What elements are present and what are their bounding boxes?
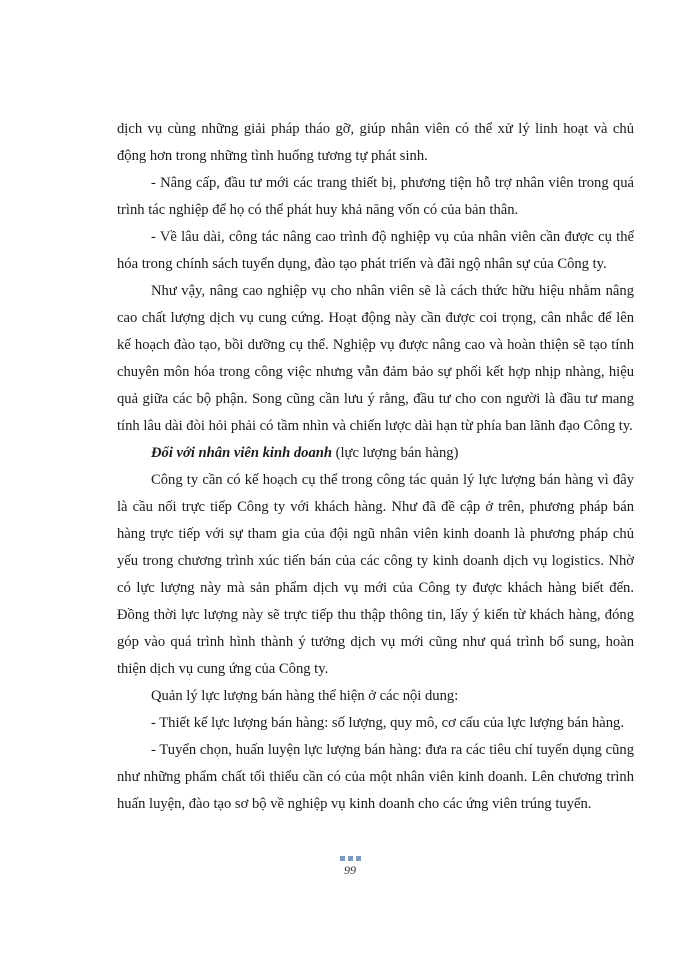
footer-dot [348, 856, 353, 861]
footer-dot [356, 856, 361, 861]
paragraph-management-intro: Quản lý lực lượng bán hàng thể hiện ở các nội dung: [151, 688, 459, 704]
paragraph-upgrade-equipment: - Nâng cấp, đầu tư mới các trang thiết bị, phương tiện hỗ trợ nhân viên trong quá trình tác nghiệp để họ có thể phát huy khả năng vốn có của bản thân. [117, 175, 634, 218]
paragraph-sales-force: Công ty cần có kế hoạch cụ thể trong công tác quản lý lực lượng bán hàng vì đây là cầu nối trực tiếp Công ty với khách hàng. Như đã đề cập ở trên, phương pháp bán hàng trực tiếp với sự tham gia của đội ngũ nhân viên kinh doanh là phương pháp chủ yếu trong chương trình xúc tiến bán của các công ty kinh doanh dịch vụ logistics. Nhờ có lực lượng này mà sản phẩm dịch vụ mới của Công ty được khách hàng biết đến. Đồng thời lực lượng này sẽ trực tiếp thu thập thông tin, lấy ý kiến từ khách hàng, đóng góp vào quá trình hình thành ý tưởng dịch vụ mới cũng như quá trình bổ sung, hoàn thiện dịch vụ cung ứng của Công ty. [117, 472, 634, 677]
page-footer [0, 856, 700, 878]
paragraph-long-term: - Về lâu dài, công tác nâng cao trình độ nghiệp vụ của nhân viên cần được cụ thể hóa trong chính sách tuyển dụng, đào tạo phát triển và đãi ngộ nhân sự của Công ty. [117, 229, 634, 272]
footer-dots-ornament [0, 856, 700, 861]
paragraph-continuation: dịch vụ cùng những giải pháp tháo gỡ, giúp nhân viên có thể xử lý linh hoạt và chủ động hơn trong những tình huống tương tự phát sinh. [117, 121, 634, 164]
section-heading-rest: (lực lượng bán hàng) [331, 445, 459, 461]
paragraph-conclusion: Như vậy, nâng cao nghiệp vụ cho nhân viên sẽ là cách thức hữu hiệu nhằm nâng cao chất lượng dịch vụ cung cứng. Hoạt động này cần được coi trọng, cân nhắc để lên kế hoạch đào tạo, bồi dưỡng cụ thể. Nghiệp vụ được nâng cao và hoàn thiện sẽ tạo tính chuyên môn hóa trong công việc nhưng vẫn đảm bảo sự phối kết hợp nhịp nhàng, hiệu quả giữa các bộ phận. Song cũng cần lưu ý rằng, đầu tư cho con người là đầu tư mang tính lâu dài đòi hỏi phải có tầm nhìn và chiến lược dài hạn từ phía ban lãnh đạo Công ty. [117, 283, 634, 434]
footer-dot [340, 856, 345, 861]
list-item-recruit-train: - Tuyển chọn, huấn luyện lực lượng bán hàng: đưa ra các tiêu chí tuyển dụng cũng như những phẩm chất tối thiểu cần có của một nhân viên kinh doanh. Lên chương trình huấn luyện, đào tạo sơ bộ về nghiệp vụ kinh doanh cho các ứng viên trúng tuyển. [117, 742, 634, 812]
section-heading [117, 440, 634, 467]
section-heading-bold: Đối với nhân viên kinh doanh [151, 445, 332, 461]
list-item-design: - Thiết kế lực lượng bán hàng: số lượng, quy mô, cơ cấu của lực lượng bán hàng. [151, 715, 624, 731]
page-number: 99 [344, 863, 356, 877]
